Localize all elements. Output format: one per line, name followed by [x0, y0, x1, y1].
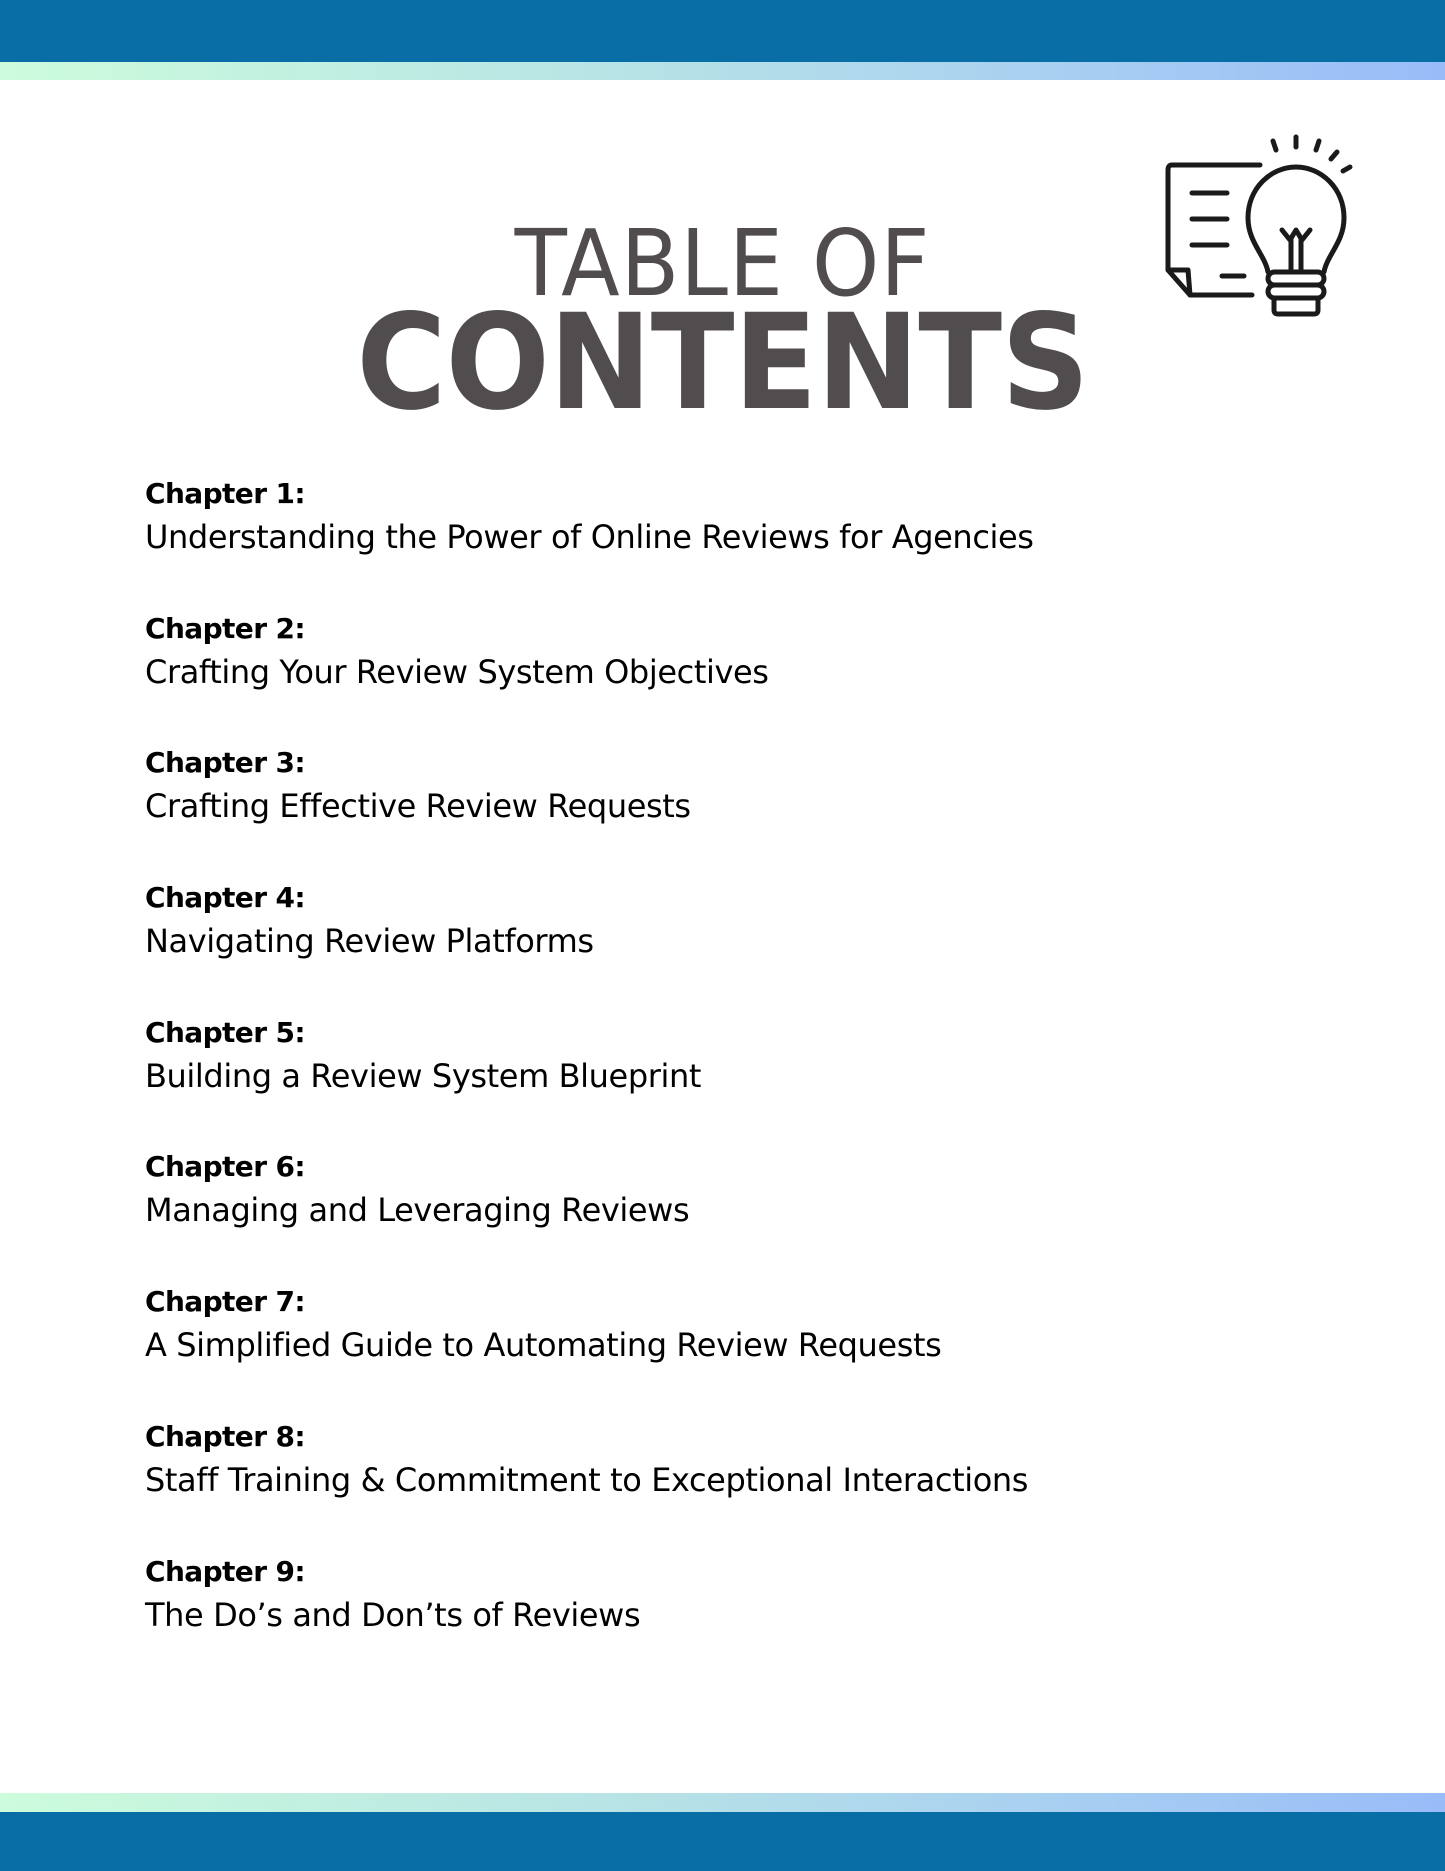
table-of-contents-list [145, 474, 1345, 1686]
chapter-label: Chapter 8: [145, 1419, 306, 1453]
bottom-blue-band [0, 1812, 1445, 1871]
title-line-table-of: TABLE OF [514, 210, 931, 317]
toc-item-chapter-8[interactable] [145, 1417, 1345, 1552]
chapter-title: Crafting Your Review System Objectives [145, 652, 769, 691]
chapter-title: Managing and Leveraging Reviews [145, 1191, 690, 1230]
toc-item-chapter-6[interactable] [145, 1147, 1345, 1282]
toc-item-chapter-3[interactable] [145, 743, 1345, 878]
chapter-label: Chapter 7: [145, 1285, 306, 1319]
bottom-gradient-stripe [0, 1793, 1445, 1812]
toc-item-chapter-2[interactable] [145, 609, 1345, 744]
chapter-title: Understanding the Power of Online Reviews for Agencies [145, 518, 1034, 556]
toc-item-chapter-1[interactable] [145, 474, 1345, 609]
chapter-label: Chapter 1: [145, 477, 306, 510]
chapter-label: Chapter 5: [145, 1015, 306, 1049]
chapter-title: Navigating Review Platforms [145, 922, 594, 961]
top-blue-band [0, 0, 1445, 62]
toc-item-chapter-4[interactable] [145, 878, 1345, 1013]
chapter-label: Chapter 2: [145, 611, 306, 645]
note-and-lightbulb-icon [1160, 130, 1360, 330]
toc-item-chapter-5[interactable] [145, 1013, 1345, 1148]
chapter-title: Staff Training & Commitment to Exceptional Interactions [145, 1460, 1029, 1499]
top-gradient-stripe [0, 62, 1445, 80]
chapter-title: Building a Review System Blueprint [145, 1056, 702, 1095]
chapter-title: The Do’s and Don’ts of Reviews [145, 1595, 641, 1634]
chapter-label: Chapter 4: [145, 881, 306, 915]
chapter-title: Crafting Effective Review Requests [145, 787, 691, 826]
chapter-label: Chapter 3: [145, 746, 306, 780]
chapter-label: Chapter 9: [145, 1554, 306, 1588]
title-line-contents: CONTENTS [356, 286, 1089, 440]
toc-item-chapter-7[interactable] [145, 1282, 1345, 1417]
chapter-label: Chapter 6: [145, 1150, 306, 1184]
toc-item-chapter-9[interactable] [145, 1552, 1345, 1687]
chapter-title: A Simplified Guide to Automating Review Requests [145, 1326, 942, 1365]
